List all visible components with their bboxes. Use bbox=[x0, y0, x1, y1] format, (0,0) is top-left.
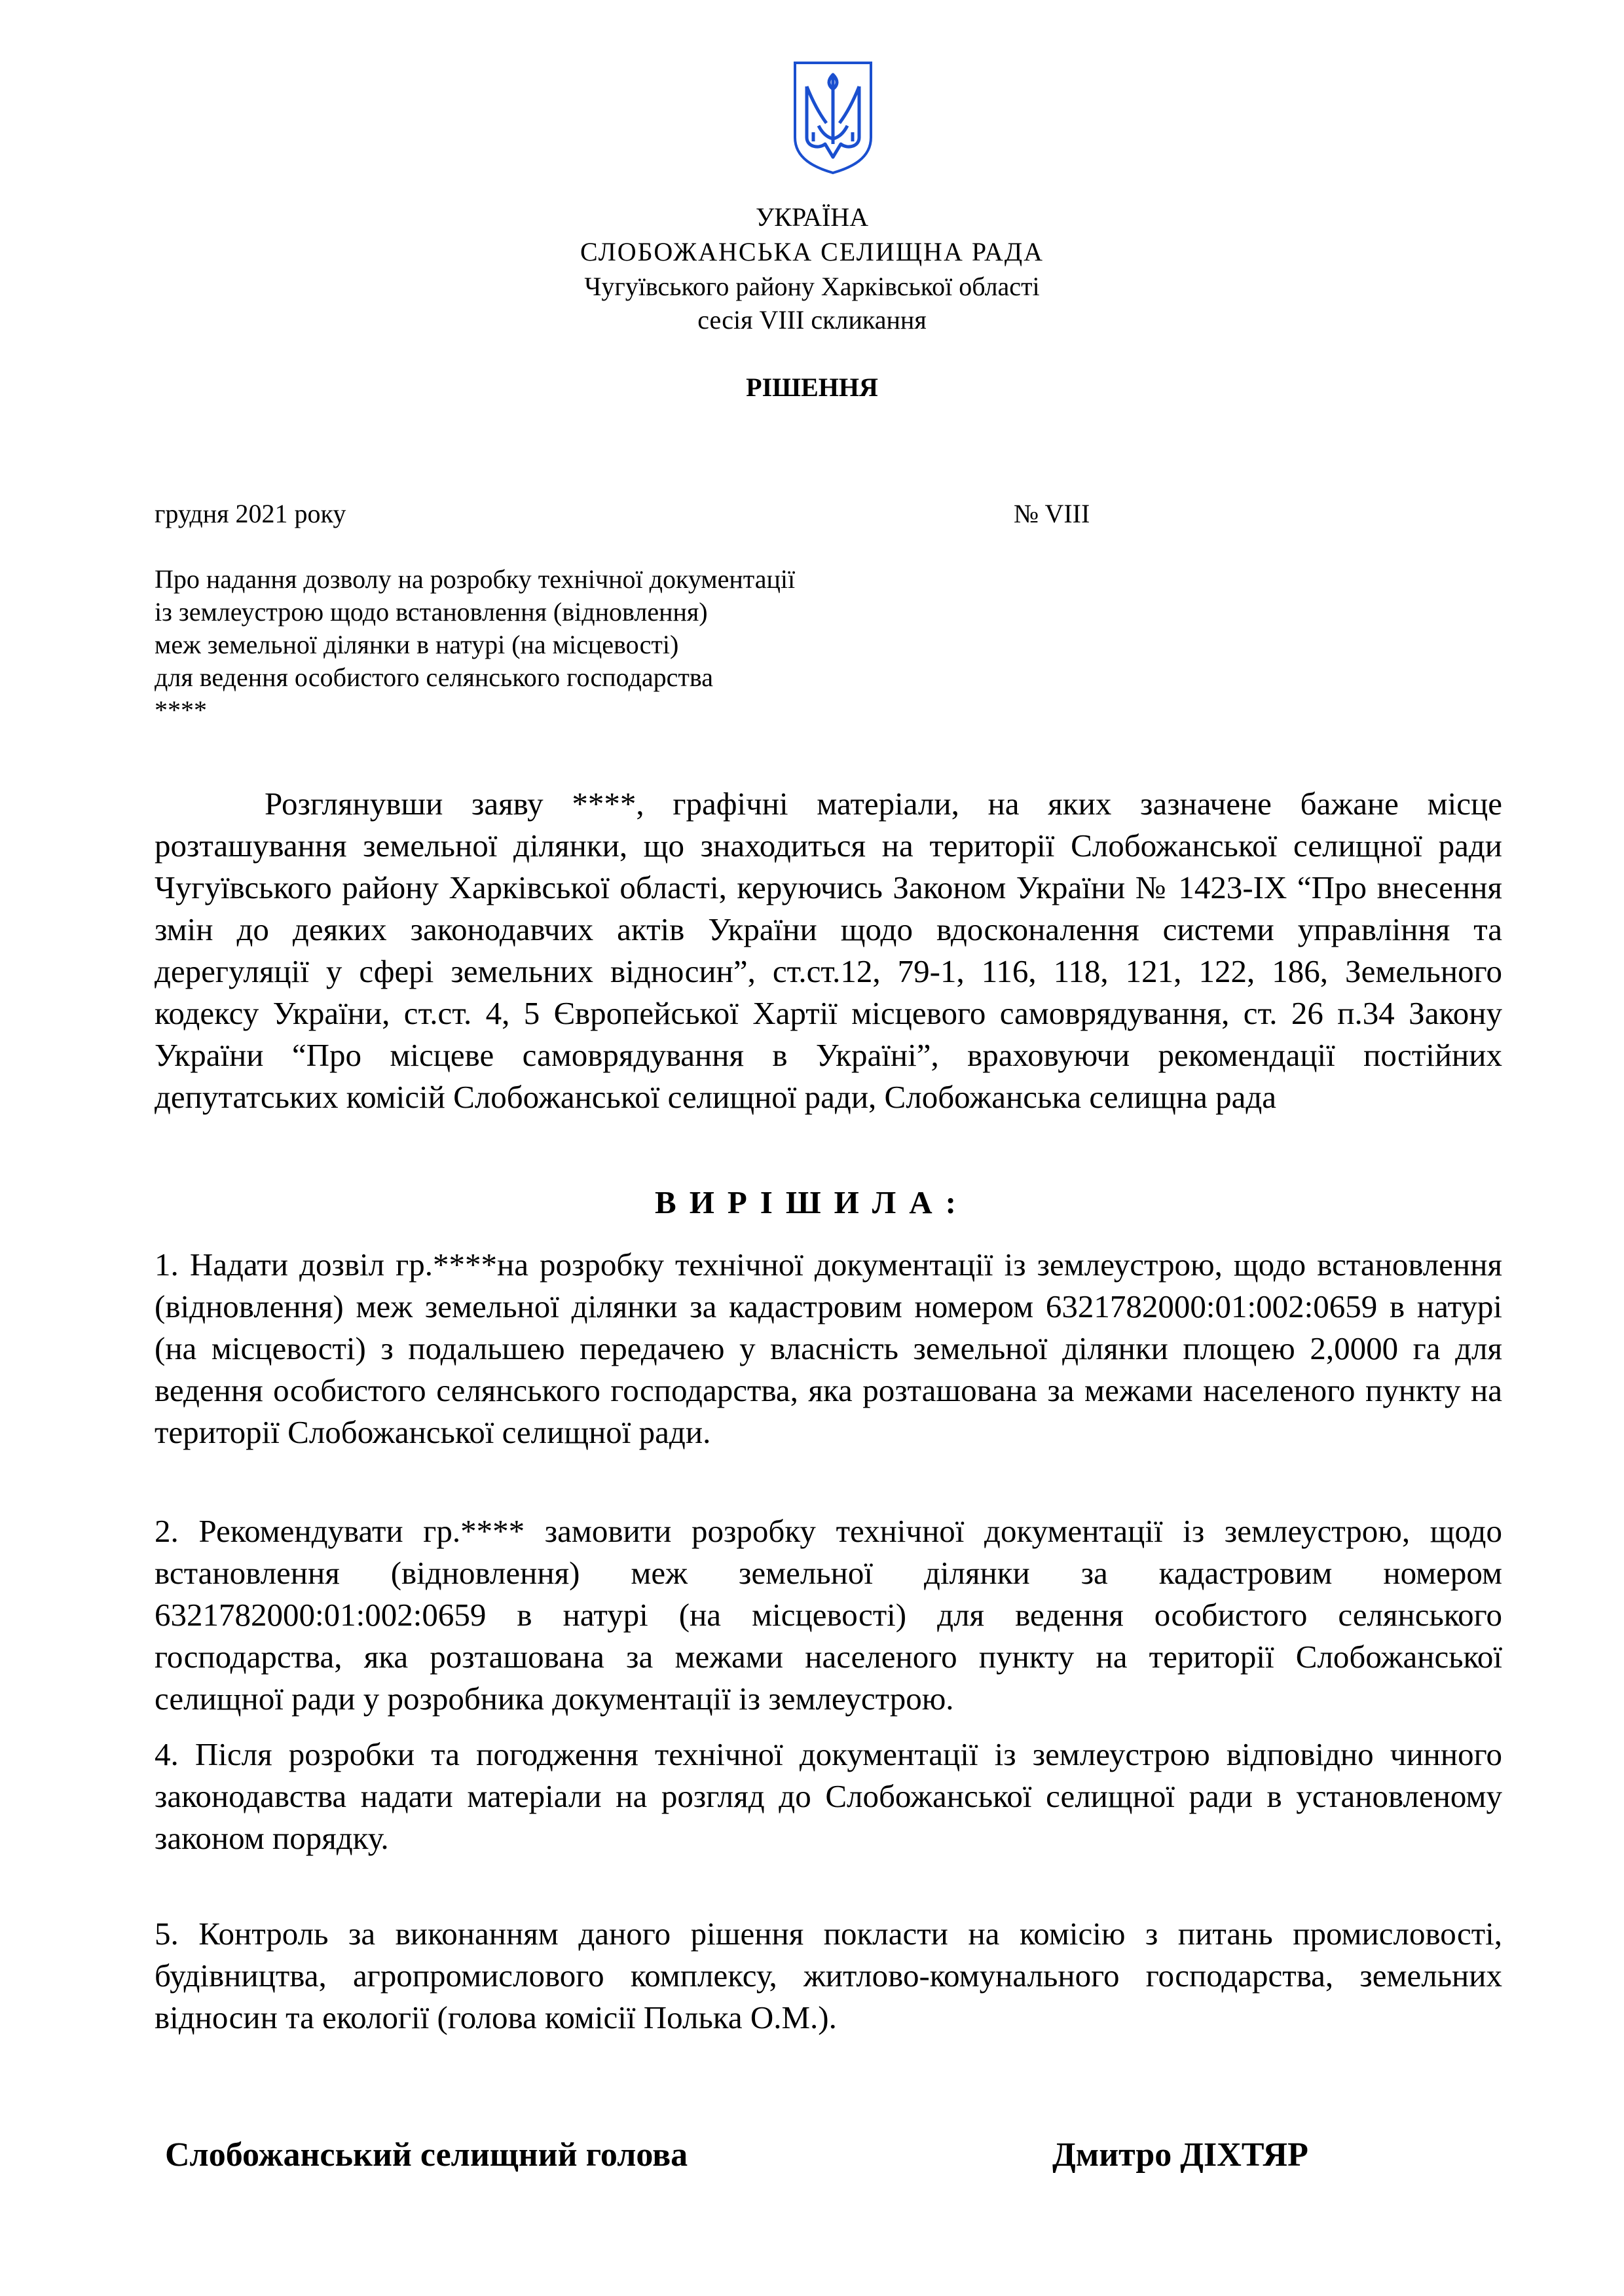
subject-line: **** bbox=[155, 695, 207, 725]
header-council: СЛОБОЖАНСЬКА СЕЛИЩНА РАДА bbox=[580, 237, 1044, 266]
decision-date: грудня 2021 року bbox=[155, 499, 346, 528]
decision-point-2: 2. Рекомендувати гр.**** замовити розробку технічної документації із землеустрою, щодо встановлення (відновлення) меж земельної ділянки за кадастровим номером 6321782000:01:002:0659 в натурі (на місцевості) для ведення особистого селянського господарства, яка розташована за межами населеного пункту на території Слобожанської селищної ради у розробника документації із землеустрою. bbox=[155, 1513, 1502, 1717]
resolved-heading: ВИРІШИЛА: bbox=[655, 1184, 969, 1220]
document-title: РІШЕННЯ bbox=[746, 373, 878, 402]
header-country: УКРАЇНА bbox=[755, 202, 869, 232]
signatory-position: Слобожанський селищний голова bbox=[165, 2136, 688, 2174]
decision-subject bbox=[155, 563, 795, 727]
coat-of-arms-of-ukraine-icon bbox=[792, 60, 874, 175]
subject-line: із землеустрою щодо встановлення (відновлення) bbox=[155, 597, 708, 627]
decision-point-4: 4. Після розробки та погодження технічної документації із землеустрою відповідно чинного законодавства надати матеріали на розгляд до Слобожанської селищної ради в установленому законом порядку. bbox=[155, 1736, 1502, 1856]
decision-point-1: 1. Надати дозвіл гр.****на розробку технічної документації із землеустрою, щодо встановлення (відновлення) меж земельної ділянки за кадастровим номером 6321782000:01:002:0659 в натурі (на місцевості) з подальшею передачею у власність земельної ділянки площею 2,0000 га для ведення особистого селянського господарства, яка розташована за межами населеного пункту на території Слобожанської селищної ради. bbox=[155, 1247, 1502, 1450]
header-district: Чугуївського району Харківської області bbox=[584, 272, 1040, 301]
subject-line: Про надання дозволу на розробку технічної документації bbox=[155, 564, 796, 594]
subject-line: меж земельної ділянки в натурі (на місцевості) bbox=[155, 630, 679, 659]
header-session: сесія VIII скликання bbox=[697, 305, 927, 335]
subject-line: для ведення особистого селянського господарства bbox=[155, 663, 713, 692]
decision-point-5: 5. Контроль за виконанням даного рішення покласти на комісію з питань промисловості, будівництва, агропромислового комплексу, житлово-комунального господарства, земельних відносин та екології (голова комісії Полька О.М.). bbox=[155, 1916, 1502, 2035]
preamble-paragraph: Розглянувши заяву ****, графічні матеріали, на яких зазначене бажане місце розташування земельної ділянки, що знаходиться на території Слобожанської селищної ради Чугуївського району Харківської області, керуючись Законом України № 1423-IX “Про внесення змін до деяких законодавчих актів України щодо вдосконалення системи управління та дерегуляції у сфері земельних відносин”, ст.ст.12, 79-1, 116, 118, 121, 122, 186, Земельного кодексу України, ст.ст. 4, 5 Європейської Хартії місцевого самоврядування, ст. 26 п.34 Закону України “Про місцеве самоврядування в Україні”, враховуючи рекомендації постійних депутатських комісій Слобожанської селищної ради, Слобожанська селищна рада bbox=[155, 786, 1502, 1115]
decision-number: № VIII bbox=[1014, 499, 1090, 528]
signatory-name: Дмитро ДІХТЯР bbox=[1052, 2136, 1308, 2174]
